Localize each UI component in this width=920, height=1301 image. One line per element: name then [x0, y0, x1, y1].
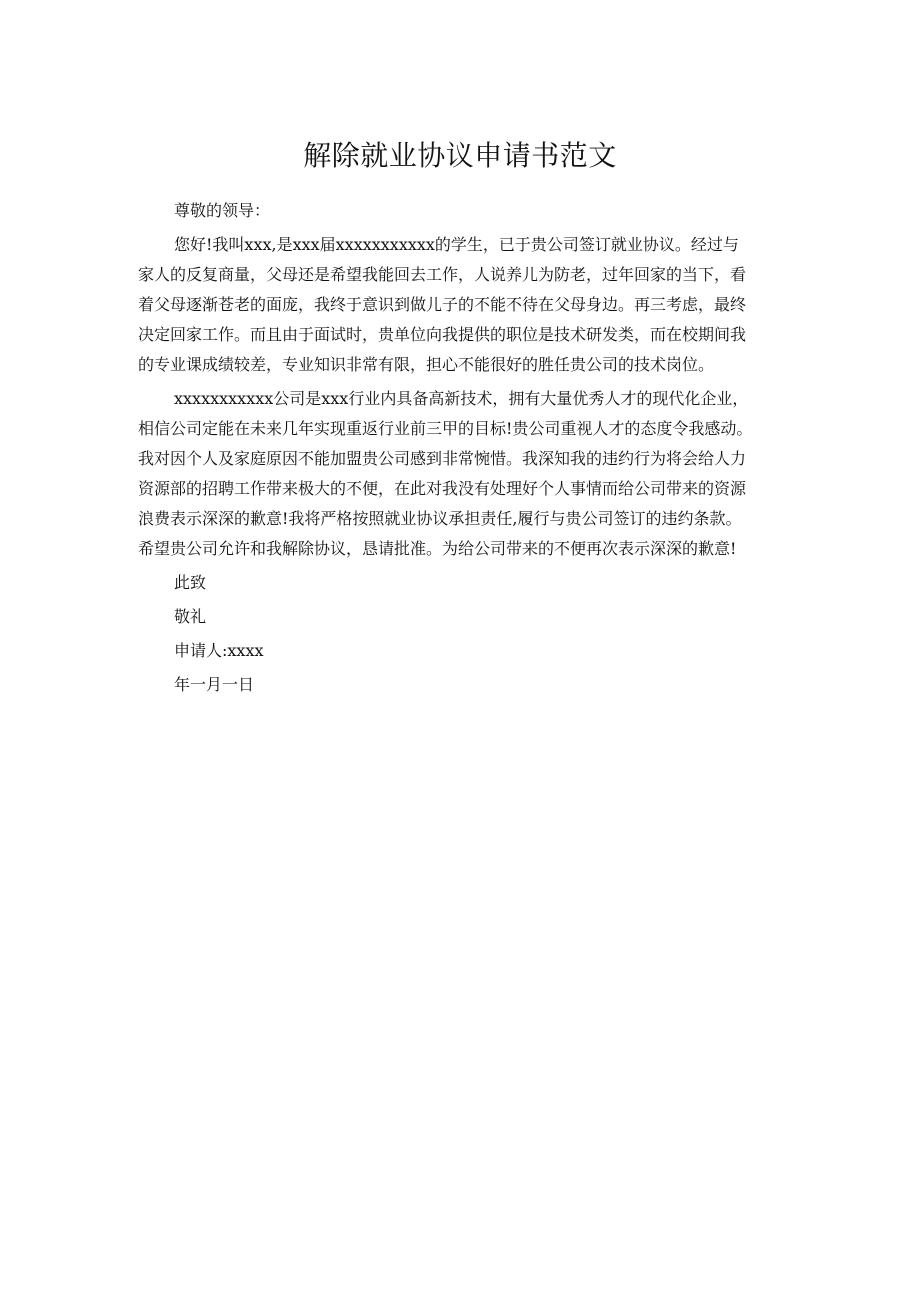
document-title: 解除就业协议申请书范文 [303, 139, 617, 172]
paragraph-2-line: xxxxxxxxxxx公司是xxx行业内具备高新技术，拥有大量优秀人才的现代化企业， [174, 389, 749, 408]
paragraph-1 [138, 230, 792, 380]
salutation: 尊敬的领导： [174, 201, 271, 220]
paragraph-1-line: 您好!我叫xxx,是xxx届xxxxxxxxxxx的学生，已于贵公司签订就业协议。经过与 [174, 235, 739, 254]
paragraph-2-line: 浪费表示深深的歉意!我将严格按照就业协议承担责任,履行与贵公司签订的违约条款。 [138, 509, 742, 528]
paragraph-2-line: 资源部的招聘工作带来极大的不便，在此对我没有处理好个人事情而给公司带来的资源 [138, 479, 747, 498]
paragraph-1-line: 家人的反复商量，父母还是希望我能回去工作，人说养儿为防老，过年回家的当下，看 [138, 265, 747, 284]
letter-body [138, 196, 792, 700]
paragraph-2-line: 希望贵公司允许和我解除协议，恳请批准。为给公司带来的不便再次表示深深的歉意! [138, 539, 737, 558]
closing-line-2: 敬礼 [174, 607, 207, 626]
paragraph-1-line: 着父母逐渐苍老的面庞，我终于意识到做儿子的不能不待在父母身边。再三考虑，最终 [138, 295, 747, 314]
applicant-signature: 申请人:xxxx [174, 641, 264, 660]
paragraph-2-line: 相信公司定能在未来几年实现重返行业前三甲的目标!贵公司重视人才的态度令我感动。 [138, 419, 753, 438]
paragraph-2 [138, 384, 792, 564]
paragraph-1-line: 的专业课成绩较差，专业知识非常有限，担心不能很好的胜任贵公司的技术岗位。 [138, 355, 715, 374]
paragraph-1-line: 决定回家工作。而且由于面试时，贵单位向我提供的职位是技术研发类，而在校期间我 [138, 325, 747, 344]
closing-line-1: 此致 [174, 573, 207, 592]
paragraph-2-line: 我对因个人及家庭原因不能加盟贵公司感到非常惋惜。我深知我的违约行为将会给人力 [138, 449, 747, 468]
closing-block [138, 568, 792, 700]
date-line: 年一月一日 [174, 675, 255, 694]
